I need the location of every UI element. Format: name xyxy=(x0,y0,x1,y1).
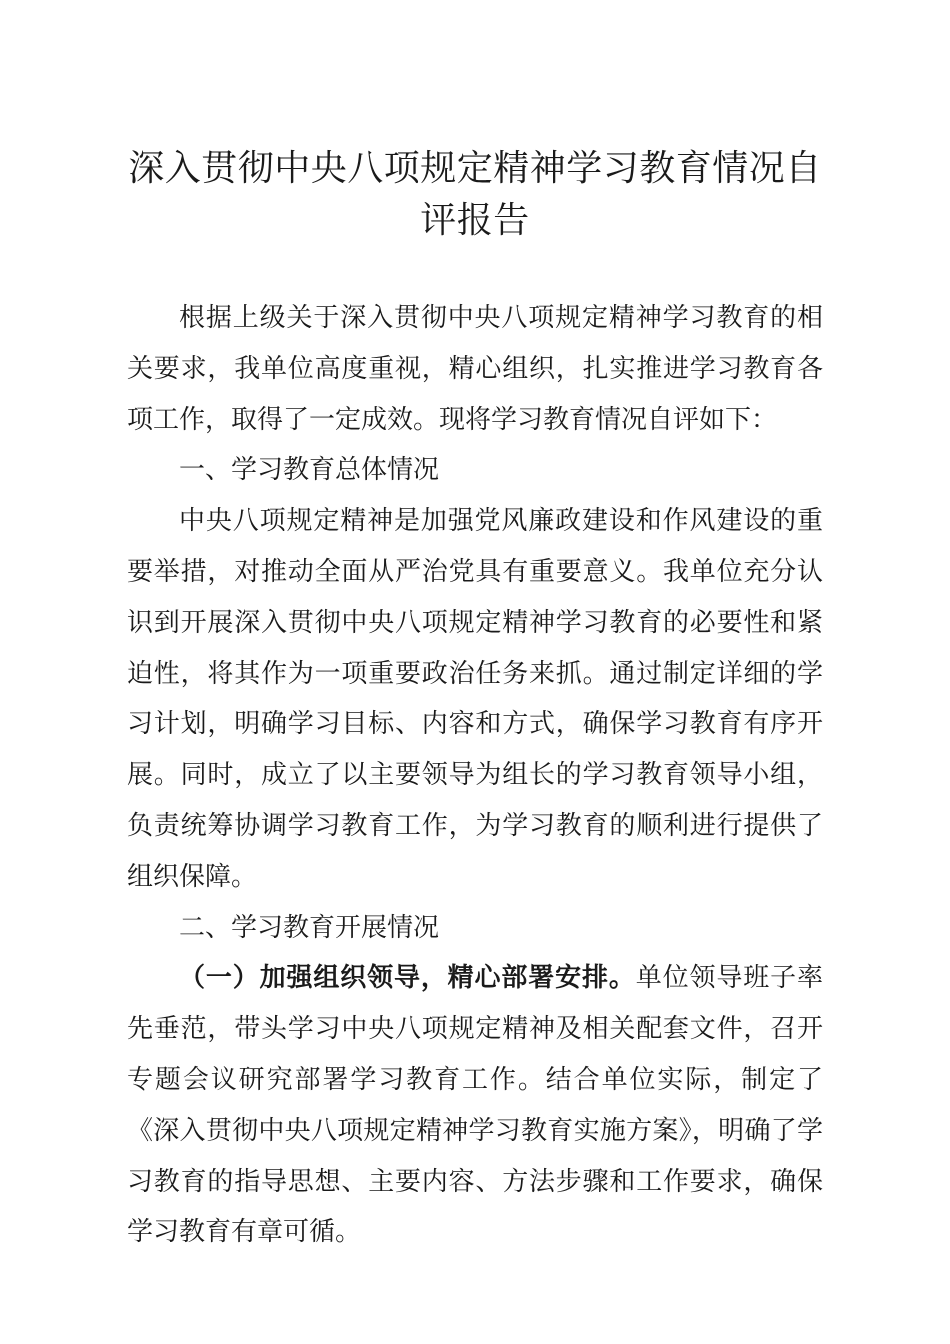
section-1-heading: 一、学习教育总体情况 xyxy=(179,455,440,486)
subsection-1-paragraph xyxy=(127,953,823,1258)
section-2-heading: 二、学习教育开展情况 xyxy=(179,912,440,943)
section-1-paragraph: 中央八项规定精神是加强党风廉政建设和作风建设的重要举措，对推动全面从严治党具有重要意义。我单位充分认识到开展深入贯彻中央八项规定精神学习教育的必要性和紧迫性，将其作为一项重要政治任务来抓。通过制定详细的学习计划，明确学习目标、内容和方式，确保学习教育有序开展。同时，成立了以主要领导为组长的学习教育领导小组，负责统筹协调学习教育工作，为学习教育的顺利进行提供了组织保障。 xyxy=(127,506,823,892)
subsection-1-text: 单位领导班子率先垂范，带头学习中央八项规定精神及相关配套文件，召开专题会议研究部署学习教育工作。结合单位实际，制定了《深入贯彻中央八项规定精神学习教育实施方案》，明确了学习教育的指导思想、主要内容、方法步骤和工作要求，确保学习教育有章可循。 xyxy=(127,963,823,1248)
document-body xyxy=(127,293,823,1258)
document-title: 深入贯彻中央八项规定精神学习教育情况自评报告 xyxy=(128,148,822,241)
subsection-1-lead: （一）加强组织领导，精心部署安排。 xyxy=(179,963,636,994)
intro-paragraph: 根据上级关于深入贯彻中央八项规定精神学习教育的相关要求，我单位高度重视，精心组织，扎实推进学习教育各项工作，取得了一定成效。现将学习教育情况自评如下： xyxy=(127,303,823,435)
